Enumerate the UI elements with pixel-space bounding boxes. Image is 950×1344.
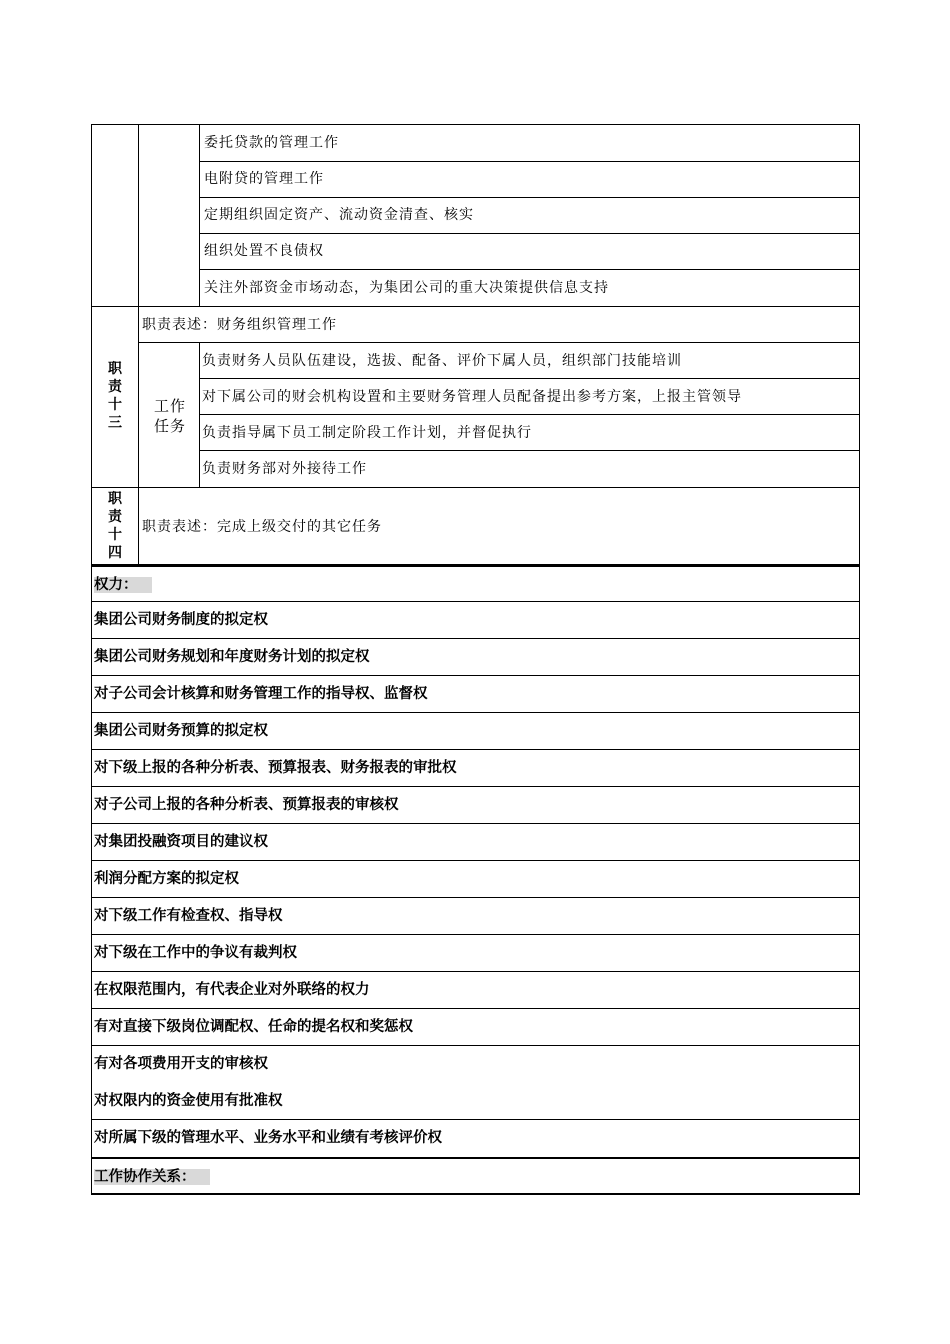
powers-section xyxy=(91,565,860,1195)
task-item: 负责财务人员队伍建设，选拔、配备、评价下属人员，组织部门技能培训 xyxy=(202,353,682,369)
duty-14-description: 职责表述：完成上级交付的其它任务 xyxy=(142,519,382,535)
power-item: 在权限范围内，有代表企业对外联络的权力 xyxy=(92,972,859,1009)
power-item: 对下级工作有检查权、指导权 xyxy=(92,898,859,935)
duty-14-label: 职 责 十 四 xyxy=(108,491,122,561)
task-item: 委托贷款的管理工作 xyxy=(204,135,339,151)
power-item: 有对直接下级岗位调配权、任命的提名权和奖惩权 xyxy=(92,1009,859,1046)
power-item: 有对各项费用开支的审核权 xyxy=(94,1056,268,1072)
task-item: 关注外部资金市场动态，为集团公司的重大决策提供信息支持 xyxy=(204,280,609,296)
power-item: 对集团投融资项目的建议权 xyxy=(92,824,859,861)
power-item: 对下级上报的各种分析表、预算报表、财务报表的审批权 xyxy=(92,750,859,787)
task-item: 负责指导属下员工制定阶段工作计划，并督促执行 xyxy=(202,425,532,441)
power-item: 对权限内的资金使用有批准权 xyxy=(92,1083,859,1120)
power-item: 集团公司财务制度的拟定权 xyxy=(92,602,859,639)
task-item: 定期组织固定资产、流动资金清查、核实 xyxy=(204,207,474,223)
duty-13-description: 职责表述：财务组织管理工作 xyxy=(142,317,337,333)
power-item: 利润分配方案的拟定权 xyxy=(92,861,859,898)
power-item: 集团公司财务预算的拟定权 xyxy=(92,713,859,750)
collab-header-label: 工作协作关系： xyxy=(94,1169,210,1185)
task-item: 电附贷的管理工作 xyxy=(204,171,324,187)
power-item: 对所属下级的管理水平、业务水平和业绩有考核评价权 xyxy=(94,1130,442,1146)
collab-header xyxy=(92,1157,859,1193)
task-item: 负责财务部对外接待工作 xyxy=(202,461,367,477)
power-item: 对子公司会计核算和财务管理工作的指导权、监督权 xyxy=(92,676,859,713)
power-item: 集团公司财务规划和年度财务计划的拟定权 xyxy=(92,639,859,676)
power-item: 对下级在工作中的争议有裁判权 xyxy=(92,935,859,972)
task-item: 组织处置不良债权 xyxy=(204,243,324,259)
duties-table xyxy=(91,124,860,565)
job-description-page xyxy=(91,124,860,1195)
task-item: 对下属公司的财会机构设置和主要财务管理人员配备提出参考方案，上报主管领导 xyxy=(202,389,742,405)
power-item: 对子公司上报的各种分析表、预算报表的审核权 xyxy=(92,787,859,824)
powers-header xyxy=(92,565,859,602)
work-task-label: 工作 任务 xyxy=(153,397,186,435)
duty-13-label: 职 责 十 三 xyxy=(108,361,122,431)
powers-header-label: 权力： xyxy=(94,577,152,593)
